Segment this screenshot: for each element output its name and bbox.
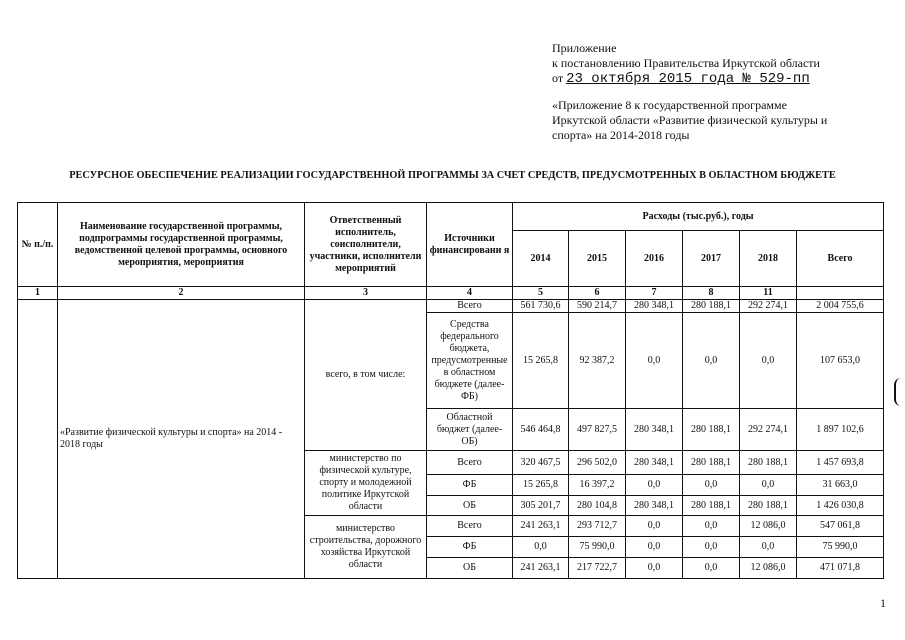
binding-mark xyxy=(894,378,901,406)
value-cell: 0,0 xyxy=(626,558,683,579)
row-number-cell xyxy=(18,300,58,579)
col-number: 5 xyxy=(513,287,569,300)
value-cell: 293 712,7 xyxy=(569,516,626,537)
col-number: 1 xyxy=(18,287,58,300)
document-title: РЕСУРСНОЕ ОБЕСПЕЧЕНИЕ РЕАЛИЗАЦИИ ГОСУДАРСТВЕННОЙ ПРОГРАММЫ ЗА СЧЕТ СРЕДСТВ, ПРЕДУСМОТРЕННЫХ В ОБЛАСТНОМ БЮДЖЕТЕ xyxy=(69,170,836,181)
program-name-cell: «Развитие физической культуры и спорта» на 2014 - 2018 годы xyxy=(58,300,305,579)
col-number: 2 xyxy=(58,287,305,300)
col-number xyxy=(797,287,884,300)
value-cell: 92 387,2 xyxy=(569,313,626,409)
date-prefix: от xyxy=(552,71,564,85)
value-cell: 280 348,1 xyxy=(626,451,683,475)
value-cell: 1 457 693,8 xyxy=(797,451,884,475)
value-cell: 12 086,0 xyxy=(740,516,797,537)
col-number: 6 xyxy=(569,287,626,300)
source-cell: Средства федерального бюджета, предусмотренные в областном бюджете (далее-ФБ) xyxy=(427,313,513,409)
value-cell: 547 061,8 xyxy=(797,516,884,537)
source-cell: ФБ xyxy=(427,537,513,558)
value-cell: 16 397,2 xyxy=(569,475,626,496)
header-total: Всего xyxy=(797,231,884,287)
page-number: 1 xyxy=(880,596,886,610)
source-cell: ОБ xyxy=(427,558,513,579)
header-name: Наименование государственной программы, подпрограммы государственной программы, ведомственной целевой программы, основного мероприятия, мероприятия xyxy=(58,203,305,287)
value-cell: 12 086,0 xyxy=(740,558,797,579)
header-expenses: Расходы (тыс.руб.), годы xyxy=(513,203,884,231)
value-cell: 305 201,7 xyxy=(513,496,569,516)
value-cell: 280 188,1 xyxy=(683,300,740,313)
value-cell: 0,0 xyxy=(740,475,797,496)
appendix-header xyxy=(552,41,820,87)
appendix-note-line-1: «Приложение 8 к государственной программе xyxy=(552,98,787,112)
resolution-ref: к постановлению Правительства Иркутской области xyxy=(552,56,820,70)
value-cell: 217 722,7 xyxy=(569,558,626,579)
source-cell: ОБ xyxy=(427,496,513,516)
value-cell: 280 188,1 xyxy=(683,496,740,516)
value-cell: 0,0 xyxy=(626,516,683,537)
header-year: 2014 xyxy=(513,231,569,287)
executor-cell: министерство по физической культуре, спорту и молодежной политике Иркутской области xyxy=(305,451,427,516)
executor-cell: всего, в том числе: xyxy=(305,300,427,451)
col-number: 11 xyxy=(740,287,797,300)
value-cell: 0,0 xyxy=(513,537,569,558)
value-cell: 320 467,5 xyxy=(513,451,569,475)
value-cell: 280 104,8 xyxy=(569,496,626,516)
appendix-note-line-2: Иркутской области «Развитие физической культуры и xyxy=(552,113,828,127)
value-cell: 280 188,1 xyxy=(740,496,797,516)
value-cell: 0,0 xyxy=(626,475,683,496)
value-cell: 31 663,0 xyxy=(797,475,884,496)
value-cell: 280 188,1 xyxy=(683,409,740,451)
value-cell: 0,0 xyxy=(683,313,740,409)
table-row xyxy=(18,300,884,313)
value-cell: 2 004 755,6 xyxy=(797,300,884,313)
value-cell: 0,0 xyxy=(626,313,683,409)
col-number: 4 xyxy=(427,287,513,300)
value-cell: 590 214,7 xyxy=(569,300,626,313)
value-cell: 0,0 xyxy=(740,313,797,409)
header-year: 2018 xyxy=(740,231,797,287)
value-cell: 0,0 xyxy=(683,475,740,496)
source-cell: Всего xyxy=(427,451,513,475)
value-cell: 15 265,8 xyxy=(513,475,569,496)
value-cell: 0,0 xyxy=(683,516,740,537)
value-cell: 561 730,6 xyxy=(513,300,569,313)
value-cell: 292 274,1 xyxy=(740,409,797,451)
header-executor: Ответственный исполнитель, соисполнители, участники, исполнители мероприятий xyxy=(305,203,427,287)
value-cell: 241 263,1 xyxy=(513,516,569,537)
value-cell: 15 265,8 xyxy=(513,313,569,409)
value-cell: 280 348,1 xyxy=(626,300,683,313)
col-number: 8 xyxy=(683,287,740,300)
appendix-note-line-3: спорта» на 2014-2018 годы xyxy=(552,128,690,142)
value-cell: 0,0 xyxy=(740,537,797,558)
header-no: № п./п. xyxy=(18,203,58,287)
date-value: 23 октября 2015 года № 529-пп xyxy=(566,71,810,87)
source-cell: Всего xyxy=(427,300,513,313)
header-year: 2017 xyxy=(683,231,740,287)
value-cell: 546 464,8 xyxy=(513,409,569,451)
value-cell: 0,0 xyxy=(626,537,683,558)
program-appendix-note xyxy=(552,98,827,143)
header-year: 2016 xyxy=(626,231,683,287)
value-cell: 107 653,0 xyxy=(797,313,884,409)
source-cell: Областной бюджет (далее-ОБ) xyxy=(427,409,513,451)
value-cell: 0,0 xyxy=(683,537,740,558)
value-cell: 497 827,5 xyxy=(569,409,626,451)
value-cell: 292 274,1 xyxy=(740,300,797,313)
value-cell: 280 348,1 xyxy=(626,409,683,451)
header-year: 2015 xyxy=(569,231,626,287)
value-cell: 241 263,1 xyxy=(513,558,569,579)
value-cell: 280 348,1 xyxy=(626,496,683,516)
value-cell: 75 990,0 xyxy=(797,537,884,558)
value-cell: 75 990,0 xyxy=(569,537,626,558)
executor-cell: министерство строительства, дорожного хозяйства Иркутской области xyxy=(305,516,427,579)
resource-table xyxy=(17,202,884,579)
value-cell: 296 502,0 xyxy=(569,451,626,475)
source-cell: ФБ xyxy=(427,475,513,496)
value-cell: 280 188,1 xyxy=(740,451,797,475)
value-cell: 0,0 xyxy=(683,558,740,579)
col-number: 3 xyxy=(305,287,427,300)
col-number: 7 xyxy=(626,287,683,300)
appendix-label: Приложение xyxy=(552,41,617,55)
value-cell: 471 071,8 xyxy=(797,558,884,579)
value-cell: 280 188,1 xyxy=(683,451,740,475)
resolution-date xyxy=(552,71,820,87)
value-cell: 1 426 030,8 xyxy=(797,496,884,516)
header-source: Источники финансировани я xyxy=(427,203,513,287)
value-cell: 1 897 102,6 xyxy=(797,409,884,451)
source-cell: Всего xyxy=(427,516,513,537)
